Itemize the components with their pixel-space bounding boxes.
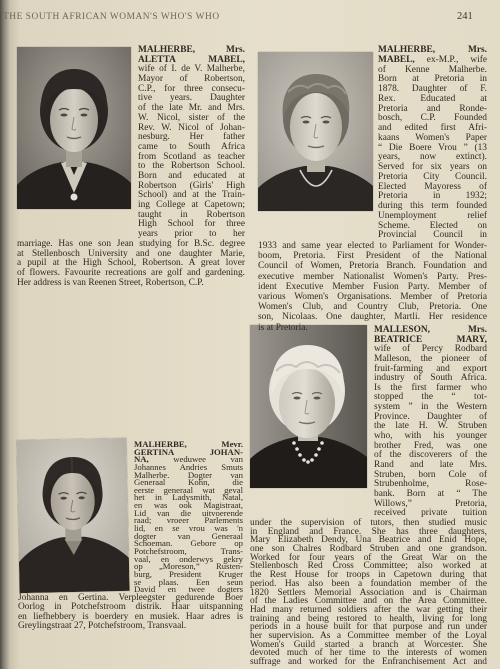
entry-text: ex-M.P., wife	[426, 54, 487, 65]
entry-text-line: bosch, C.P. Founded	[378, 113, 487, 124]
entry-text-line: Unemployment relief	[378, 210, 487, 221]
entry-name: NA,	[134, 454, 149, 465]
entry-text-line: Johanna en Gertina. Verpleegster gedurende Boer	[18, 593, 243, 603]
entry-text-line: training and being restored to health, living for long	[250, 613, 487, 624]
entry-text-line: of the late Mr. and Mrs.	[138, 103, 245, 114]
entry-text-line: tive years. Daughter	[138, 93, 245, 104]
entry-text-line: her supervision. As a Committee member of the Loyal	[250, 630, 487, 641]
entry-text-line: Johannes Andries Smuts	[134, 461, 243, 472]
entry-text-line: 1933 and same year elected to Parliament for Wonder-	[258, 241, 487, 251]
entry-text-line: Pretoria in 1932;	[378, 191, 487, 202]
entry-text-line: of the discoverers of the	[374, 450, 487, 461]
entry-text-line: years prior to her	[138, 229, 245, 240]
entry-aletta-malherbe-full-text	[17, 240, 245, 288]
entry-name: MALLESON, Mrs.	[374, 325, 487, 335]
entry-text-line: wife of Percy Rodbard	[374, 344, 487, 355]
entry-name: BEATRICE MARY,	[374, 334, 487, 345]
entry-text-line: Robertson (Girls' High	[138, 180, 245, 191]
entry-text-line: a pupil at the High School, Robertson. A great lover	[17, 258, 245, 269]
entry-text-line: Malleson, the pioneer of	[374, 353, 487, 364]
entry-text-line: the late H. W. Struben	[374, 421, 487, 432]
entry-text: weduwee van	[173, 454, 243, 465]
portrait-photo-beatrice-malleson	[250, 325, 367, 488]
entry-text-line: Schoeman. Gebore op	[134, 538, 243, 549]
entry-text-line: during this term founded	[378, 201, 487, 211]
entry-text-line: periods in a house built for that purpose and run under	[250, 622, 487, 633]
entry-text-line: Pretoria and Ronde-	[378, 103, 487, 114]
entry-text-line: marriage. Has one son Jean studying for B.Sc. degree	[17, 239, 245, 249]
entry-name: ALETTA MABEL,	[138, 54, 245, 65]
entry-text-line: “ Die Boere Vrou ” (13	[378, 142, 487, 153]
entry-text-line: boom, Pretoria. First President of the National	[258, 251, 487, 262]
entry-text-line: Oorlog in Potchefstroom distrik. Haar uitspanning	[18, 602, 243, 613]
entry-text-line: Rev. W. Nicol of Johan-	[138, 122, 245, 133]
entry-text-line: fruit-farming and export	[374, 363, 487, 374]
page-number: 241	[457, 11, 473, 22]
entry-text-line: ident Executive Member Fusion Party. Member of	[258, 281, 487, 292]
entry-text-line: 1820 Settlers Memorial Association and is Chairman	[250, 587, 487, 598]
entry-aletta-malherbe-side-text	[138, 46, 245, 240]
entry-text-line: Elected Mayoress of	[378, 181, 487, 192]
entry-text-line: Women's Club, and Country Club, Pretoria. One	[258, 302, 487, 313]
entry-text-line: Mary Elizabeth Dendy, Una Beatrice and Enid Hope,	[250, 535, 487, 546]
entry-text-line: nesburg. Her father	[138, 132, 245, 143]
entry-text-line: dogter van Generaal	[134, 530, 243, 541]
entry-text-line: lid, en se vrou was 'n	[134, 523, 243, 534]
entry-text-line: various Women's Organisations. Member of Pretoria	[258, 291, 487, 302]
entry-text-line: devoted much of her time to the interests of women	[250, 648, 487, 659]
entry-text-line: years, now extinct).	[378, 152, 487, 163]
entry-text-line: and edited first Afri-	[378, 123, 487, 133]
entry-text-line: at Stellenbosch University and one daughter Marie,	[17, 248, 245, 259]
entry-text-line: Pretoria City Council.	[378, 171, 487, 182]
running-header-title: THE SOUTH AFRICAN WOMAN'S WHO'S WHO	[3, 12, 220, 22]
entry-text-line: Mayor of Robertson,	[138, 74, 245, 85]
entry-text-line: eerste generaal wat geval	[134, 484, 243, 495]
entry-text-line: of flowers. Favourite recreations are golf and gardening.	[17, 268, 245, 279]
entry-text-line: taught in Robertson	[138, 209, 245, 220]
entry-text-line: Her address is van Reenen Street, Robertson, C.P.	[17, 277, 204, 288]
entry-text-line: the Rest House for troops in Capetown during that	[250, 570, 487, 581]
entry-text-line: ing College at Capetown;	[138, 200, 245, 210]
entry-text-line: Scheme. Elected on	[378, 220, 487, 231]
entry-text-line: Rex. Educated at	[378, 93, 487, 104]
entry-text-line: Born and educated at	[138, 170, 245, 181]
entry-text-line: en liefhebbery is boerdery en musiek. Haar adres is	[18, 611, 243, 622]
entry-text-line: Province. Daughter of	[374, 411, 487, 422]
entry-text-line: Is the first farmer who	[374, 382, 487, 393]
entry-text-line: Strubenholme, Rose-	[374, 479, 487, 490]
entry-text-line: op „Moreson,” Rusten-	[134, 561, 243, 572]
entry-text-line: suffrage and worked for the Enfranchisement Act and	[250, 657, 487, 667]
entry-text-line: School) and at the Train-	[138, 190, 245, 201]
entry-text-line: Greylingstraat 27, Potchefstroom, Transvaal.	[18, 621, 187, 632]
entry-text-line: Stellenbosch Red Cross Committee; also worked at	[250, 561, 487, 572]
entry-name: MALHERBE, Mrs.	[138, 45, 245, 55]
entry-beatrice-malleson-side-text	[374, 326, 487, 519]
entry-text-line: from Scotland as teacher	[138, 151, 245, 162]
entry-text-line: Served for six years on	[378, 162, 487, 172]
entry-text-line: Potchefstroom, Trans-	[134, 545, 243, 556]
entry-text-line: vaal, en onderwys gekry	[134, 553, 243, 564]
entry-text-line: Struben, born Cole of	[374, 469, 487, 480]
entry-text-line: son, Nicolaas. One daughter, Martli. Her residence	[258, 312, 487, 323]
entry-text-line: Willows,” Pretoria,	[374, 498, 487, 509]
entry-text-line: Generaal Kohn, die	[134, 477, 243, 488]
entry-text-line: system ” in the Western	[374, 402, 487, 413]
entry-text-line: executive member Nationalist Women's Party. Pres-	[258, 271, 487, 282]
entry-text-line: under the supervision of tutors, then studied music	[250, 518, 487, 528]
entry-name: MALHERBE, Mevr.	[134, 439, 243, 449]
entry-text-line: in England and France. She has three daughters,	[250, 526, 487, 537]
entry-text-line: industry of South Africa.	[374, 373, 487, 384]
entry-text-line: 1878. Daughter of F.	[378, 84, 487, 94]
entry-text-line: who, with his younger	[374, 431, 487, 442]
entry-text-line: kaans Women's Paper	[378, 132, 487, 143]
entry-name: MABEL,	[378, 54, 415, 65]
entry-mabel-malherbe-side-text	[378, 46, 487, 241]
entry-text-line: se plaas. Een seun	[134, 576, 243, 587]
entry-text-line: one son Chalres Rodbard Struben and one grandson.	[250, 544, 487, 555]
entry-text-line: Council of Women, Pretoria Branch. Foundation and	[258, 261, 487, 272]
portrait-photo-mabel-malherbe	[258, 52, 373, 211]
entry-text-line: Had many returned soldiers after the war getting their	[250, 604, 487, 615]
entry-text-line: raad; vroeer Parlements	[134, 515, 243, 526]
entry-text-line: Women's Guild started a branch at Worcester. She	[250, 639, 487, 650]
entry-text-line: stopped the “ tot-	[374, 392, 487, 403]
entry-text-line: is at Pretoria.	[258, 322, 308, 333]
entry-text-line: W. Nicol, sister of the	[138, 112, 245, 123]
entry-name: GERTINA JOHAN-	[134, 446, 243, 457]
entry-text-line: of the Ladies Committee and on the Area Committee.	[250, 596, 487, 607]
entry-text-line: received private tuition	[374, 508, 487, 519]
portrait-photo-gertina-malherbe	[16, 438, 129, 593]
entry-mabel-malherbe-full-text	[258, 241, 487, 333]
entry-text-line: C.P., for three consecu-	[138, 83, 245, 94]
entry-text-line: het in Ladysmith, Natal,	[134, 492, 243, 503]
entry-text-line: to the Robertson School.	[138, 161, 245, 172]
entry-gertina-malherbe-full-text	[18, 594, 243, 632]
entry-text-line: of Kenne Malherbe.	[378, 64, 487, 75]
entry-text-line: Rand and late Mrs.	[374, 459, 487, 470]
entry-text-line: bank. Born at “ The	[374, 488, 487, 499]
entry-text-line: brother Fred, was one	[374, 440, 487, 451]
entry-text-line: Provincial Council in	[378, 230, 487, 241]
entry-text-line: Lid van die uitvoerende	[134, 507, 243, 518]
entry-text-line: came to South Africa	[138, 141, 245, 152]
entry-name: MALHERBE, Mrs.	[378, 45, 487, 55]
entry-text-line: Born at Pretoria in	[378, 74, 487, 85]
entry-beatrice-malleson-full-text	[250, 519, 487, 667]
entry-text-line: period. Has also been a foundation member of the	[250, 578, 487, 589]
entry-text-line: Worked for four years of the Great War on the	[250, 552, 487, 563]
entry-text-line: High School for three	[138, 219, 245, 230]
entry-text-line: Malherbe. Dogter van	[134, 469, 243, 480]
entry-text-line: wife of I. de V. Malherbe,	[138, 64, 245, 75]
entry-text-line: David en twee dogters	[134, 584, 243, 595]
entry-gertina-malherbe-side-text	[134, 441, 243, 594]
portrait-photo-aletta-malherbe	[17, 47, 131, 209]
entry-text-line: burg, President Kruger	[134, 568, 243, 579]
entry-text-line: en was ook Magistraat,	[134, 500, 243, 511]
